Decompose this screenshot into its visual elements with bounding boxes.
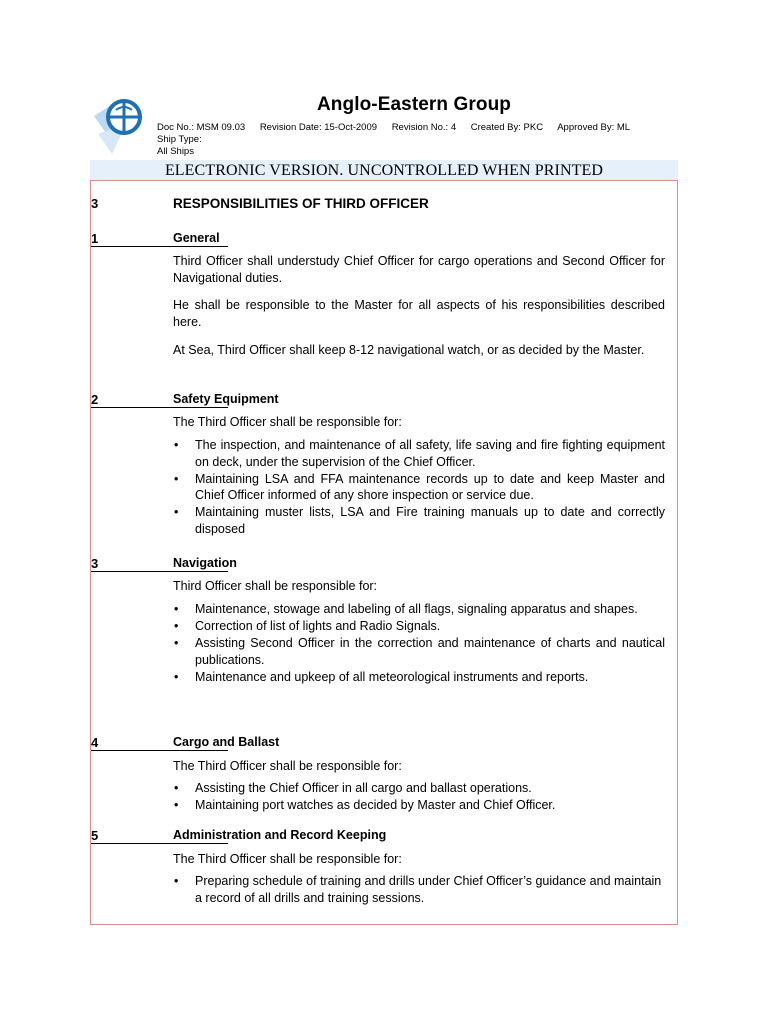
section-rule (91, 750, 228, 751)
list-item: • Maintenance and upkeep of all meteorological instruments and reports. (173, 669, 665, 686)
section-rule (91, 407, 228, 408)
section-heading-administration: Administration and Record Keeping (173, 828, 387, 842)
section-intro: The Third Officer shall be responsible for: (173, 852, 402, 866)
paragraph: Third Officer shall understudy Chief Officer for cargo operations and Second Officer for Navigational duties. (173, 254, 665, 285)
revision-number: Revision No.: 4 (391, 122, 457, 133)
section-intro: Third Officer shall be responsible for: (173, 579, 378, 593)
revision-date: Revision Date: 15-Oct-2009 (259, 122, 378, 133)
section-number: 2 (91, 392, 99, 407)
bullet-list (173, 780, 665, 814)
doc-number: Doc No.: MSM 09.03 (157, 122, 246, 133)
section-number: 5 (91, 828, 99, 843)
list-item: • Maintaining port watches as decided by Master and Chief Officer. (173, 797, 665, 814)
chapter-number: 3 (91, 196, 99, 211)
list-item: • Assisting Second Officer in the correction and maintenance of charts and nautical publications. (173, 635, 665, 668)
list-item-continuation: a record of all drills and training sessions. (195, 891, 425, 905)
section-heading-general: General (173, 231, 220, 245)
document-metadata-row (157, 122, 630, 134)
bullet-list (173, 873, 665, 907)
section-intro: The Third Officer shall be responsible for: (173, 415, 402, 429)
bullet-list (173, 601, 665, 686)
list-item: • The inspection, and maintenance of all safety, life saving and fire fighting equipment on deck, under the supervision of the Chief Officer. (173, 437, 665, 470)
company-title: Anglo-Eastern Group (316, 94, 511, 115)
section-heading-navigation: Navigation (173, 556, 237, 570)
created-by: Created By: PKC (470, 122, 544, 133)
section-number: 4 (91, 735, 99, 750)
section-rule (91, 843, 228, 844)
section-intro: The Third Officer shall be responsible for: (173, 759, 402, 773)
uncontrolled-copy-banner: ELECTRONIC VERSION. UNCONTROLLED WHEN PRINTED (90, 160, 678, 180)
list-item: • Maintenance, stowage and labeling of all flags, signaling apparatus and shapes. (173, 601, 665, 618)
list-item: • Maintaining muster lists, LSA and Fire training manuals up to date and correctly disposed (173, 504, 665, 537)
approved-by: Approved By: ML (557, 122, 631, 133)
anglo-eastern-logo-icon (92, 94, 150, 160)
list-item: • Preparing schedule of training and drills under Chief Officer’s guidance and maintain (173, 873, 665, 890)
list-item: • Assisting the Chief Officer in all cargo and ballast operations. (173, 780, 665, 797)
ship-type-label: Ship Type: (157, 134, 202, 145)
list-item: • Correction of list of lights and Radio Signals. (173, 618, 665, 635)
section-number: 1 (91, 231, 99, 246)
bullet-list (173, 437, 665, 538)
document-metadata (157, 122, 630, 158)
section-heading-cargo-and-ballast: Cargo and Ballast (173, 735, 280, 749)
section-rule (91, 571, 228, 572)
paragraph: At Sea, Third Officer shall keep 8-12 navigational watch, or as decided by the Master. (173, 343, 645, 357)
section-heading-safety-equipment: Safety Equipment (173, 392, 279, 406)
ship-type-value: All Ships (157, 146, 194, 157)
section-rule (91, 246, 228, 247)
chapter-title: RESPONSIBILITIES OF THIRD OFFICER (173, 196, 429, 211)
section-number: 3 (91, 556, 99, 571)
paragraph: He shall be responsible to the Master for all aspects of his responsibilities described here. (173, 298, 665, 329)
list-item: • Maintaining LSA and FFA maintenance records up to date and keep Master and Chief Officer informed of any shore inspection or service due. (173, 471, 665, 504)
